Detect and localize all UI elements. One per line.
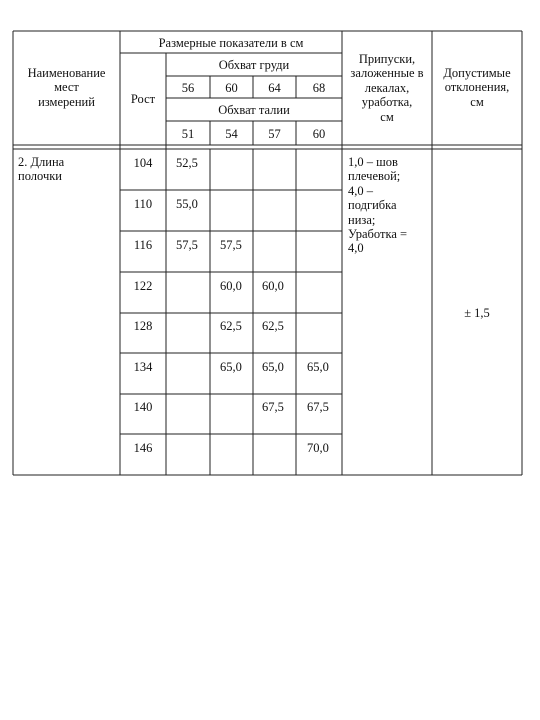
- header-tolerance-line: отклонения,: [444, 80, 510, 95]
- value-cell: 65,0: [262, 360, 284, 374]
- allowance-note-line: низа;: [348, 212, 376, 227]
- header-waist-label: Обхват талии: [218, 103, 290, 117]
- height-cell: 122: [133, 279, 153, 293]
- height-cell: 128: [133, 319, 153, 333]
- header-allowance-line: уработка,: [361, 95, 413, 110]
- measurement-name-line: полочки: [18, 169, 62, 184]
- value-cell: 52,5: [176, 156, 198, 170]
- header-chest-value: 56: [181, 81, 195, 95]
- header-allowance-line: Припуски,: [358, 52, 416, 66]
- value-cell: 62,5: [262, 319, 284, 333]
- header-allowance-line: лекалах,: [364, 80, 410, 95]
- allowance-note-line: 4,0: [348, 241, 364, 256]
- header-allowance-line: заложенные в: [350, 66, 424, 81]
- header-waist-value: 54: [225, 127, 238, 141]
- value-cell: 70,0: [307, 441, 329, 455]
- height-cell: 116: [133, 238, 153, 252]
- height-cell: 146: [133, 441, 153, 455]
- allowance-note-line: Уработка =: [348, 226, 408, 241]
- allowance-note-line: подгибка: [348, 198, 397, 213]
- value-cell: 55,0: [176, 197, 198, 211]
- header-measurement-name-line: измерений: [38, 94, 95, 109]
- header-waist-value: 57: [268, 127, 281, 141]
- value-cell: 67,5: [262, 400, 284, 414]
- header-measurement-name-line: мест: [54, 80, 79, 95]
- allowance-note-line: 1,0 – шов: [348, 155, 398, 169]
- measurement-name-line: 2. Длина: [18, 155, 65, 169]
- header-chest-value: 60: [225, 81, 238, 95]
- header-tolerance: [432, 66, 522, 109]
- height-cell: 110: [133, 197, 153, 211]
- header-chest-value: 68: [312, 81, 326, 95]
- header-waist-value: 51: [181, 127, 195, 141]
- measurement-name: [18, 155, 118, 184]
- header-waist-value: 60: [312, 127, 326, 141]
- header-measurement-name-line: Наименование: [27, 66, 106, 80]
- header-chest-label: Обхват груди: [218, 58, 290, 72]
- header-chest-value: 64: [268, 81, 281, 95]
- height-cell: 104: [133, 156, 153, 170]
- value-cell: 60,0: [262, 279, 284, 293]
- allowance-note-line: 4,0 –: [348, 183, 373, 198]
- allowance-notes: [348, 155, 430, 256]
- value-cell: 62,5: [220, 319, 242, 333]
- allowance-note-line: плечевой;: [348, 169, 401, 184]
- value-cell: 57,5: [220, 238, 242, 252]
- header-measurement-name: [13, 66, 120, 109]
- height-cell: 140: [133, 400, 153, 414]
- tolerance-value: ± 1,5: [464, 306, 490, 320]
- header-allowance-line: см: [380, 109, 394, 124]
- height-cell: 134: [133, 360, 153, 374]
- value-cell: 65,0: [220, 360, 242, 374]
- header-allowance: [342, 52, 432, 124]
- value-cell: 57,5: [176, 238, 198, 252]
- header-height-label: Рост: [130, 92, 156, 106]
- header-size-group-title: Размерные показатели в см: [158, 36, 304, 50]
- header-tolerance-line: см: [470, 94, 484, 109]
- value-cell: 67,5: [307, 400, 329, 414]
- value-cell: 60,0: [220, 279, 242, 293]
- value-cell: 65,0: [307, 360, 329, 374]
- header-tolerance-line: Допустимые: [443, 66, 511, 80]
